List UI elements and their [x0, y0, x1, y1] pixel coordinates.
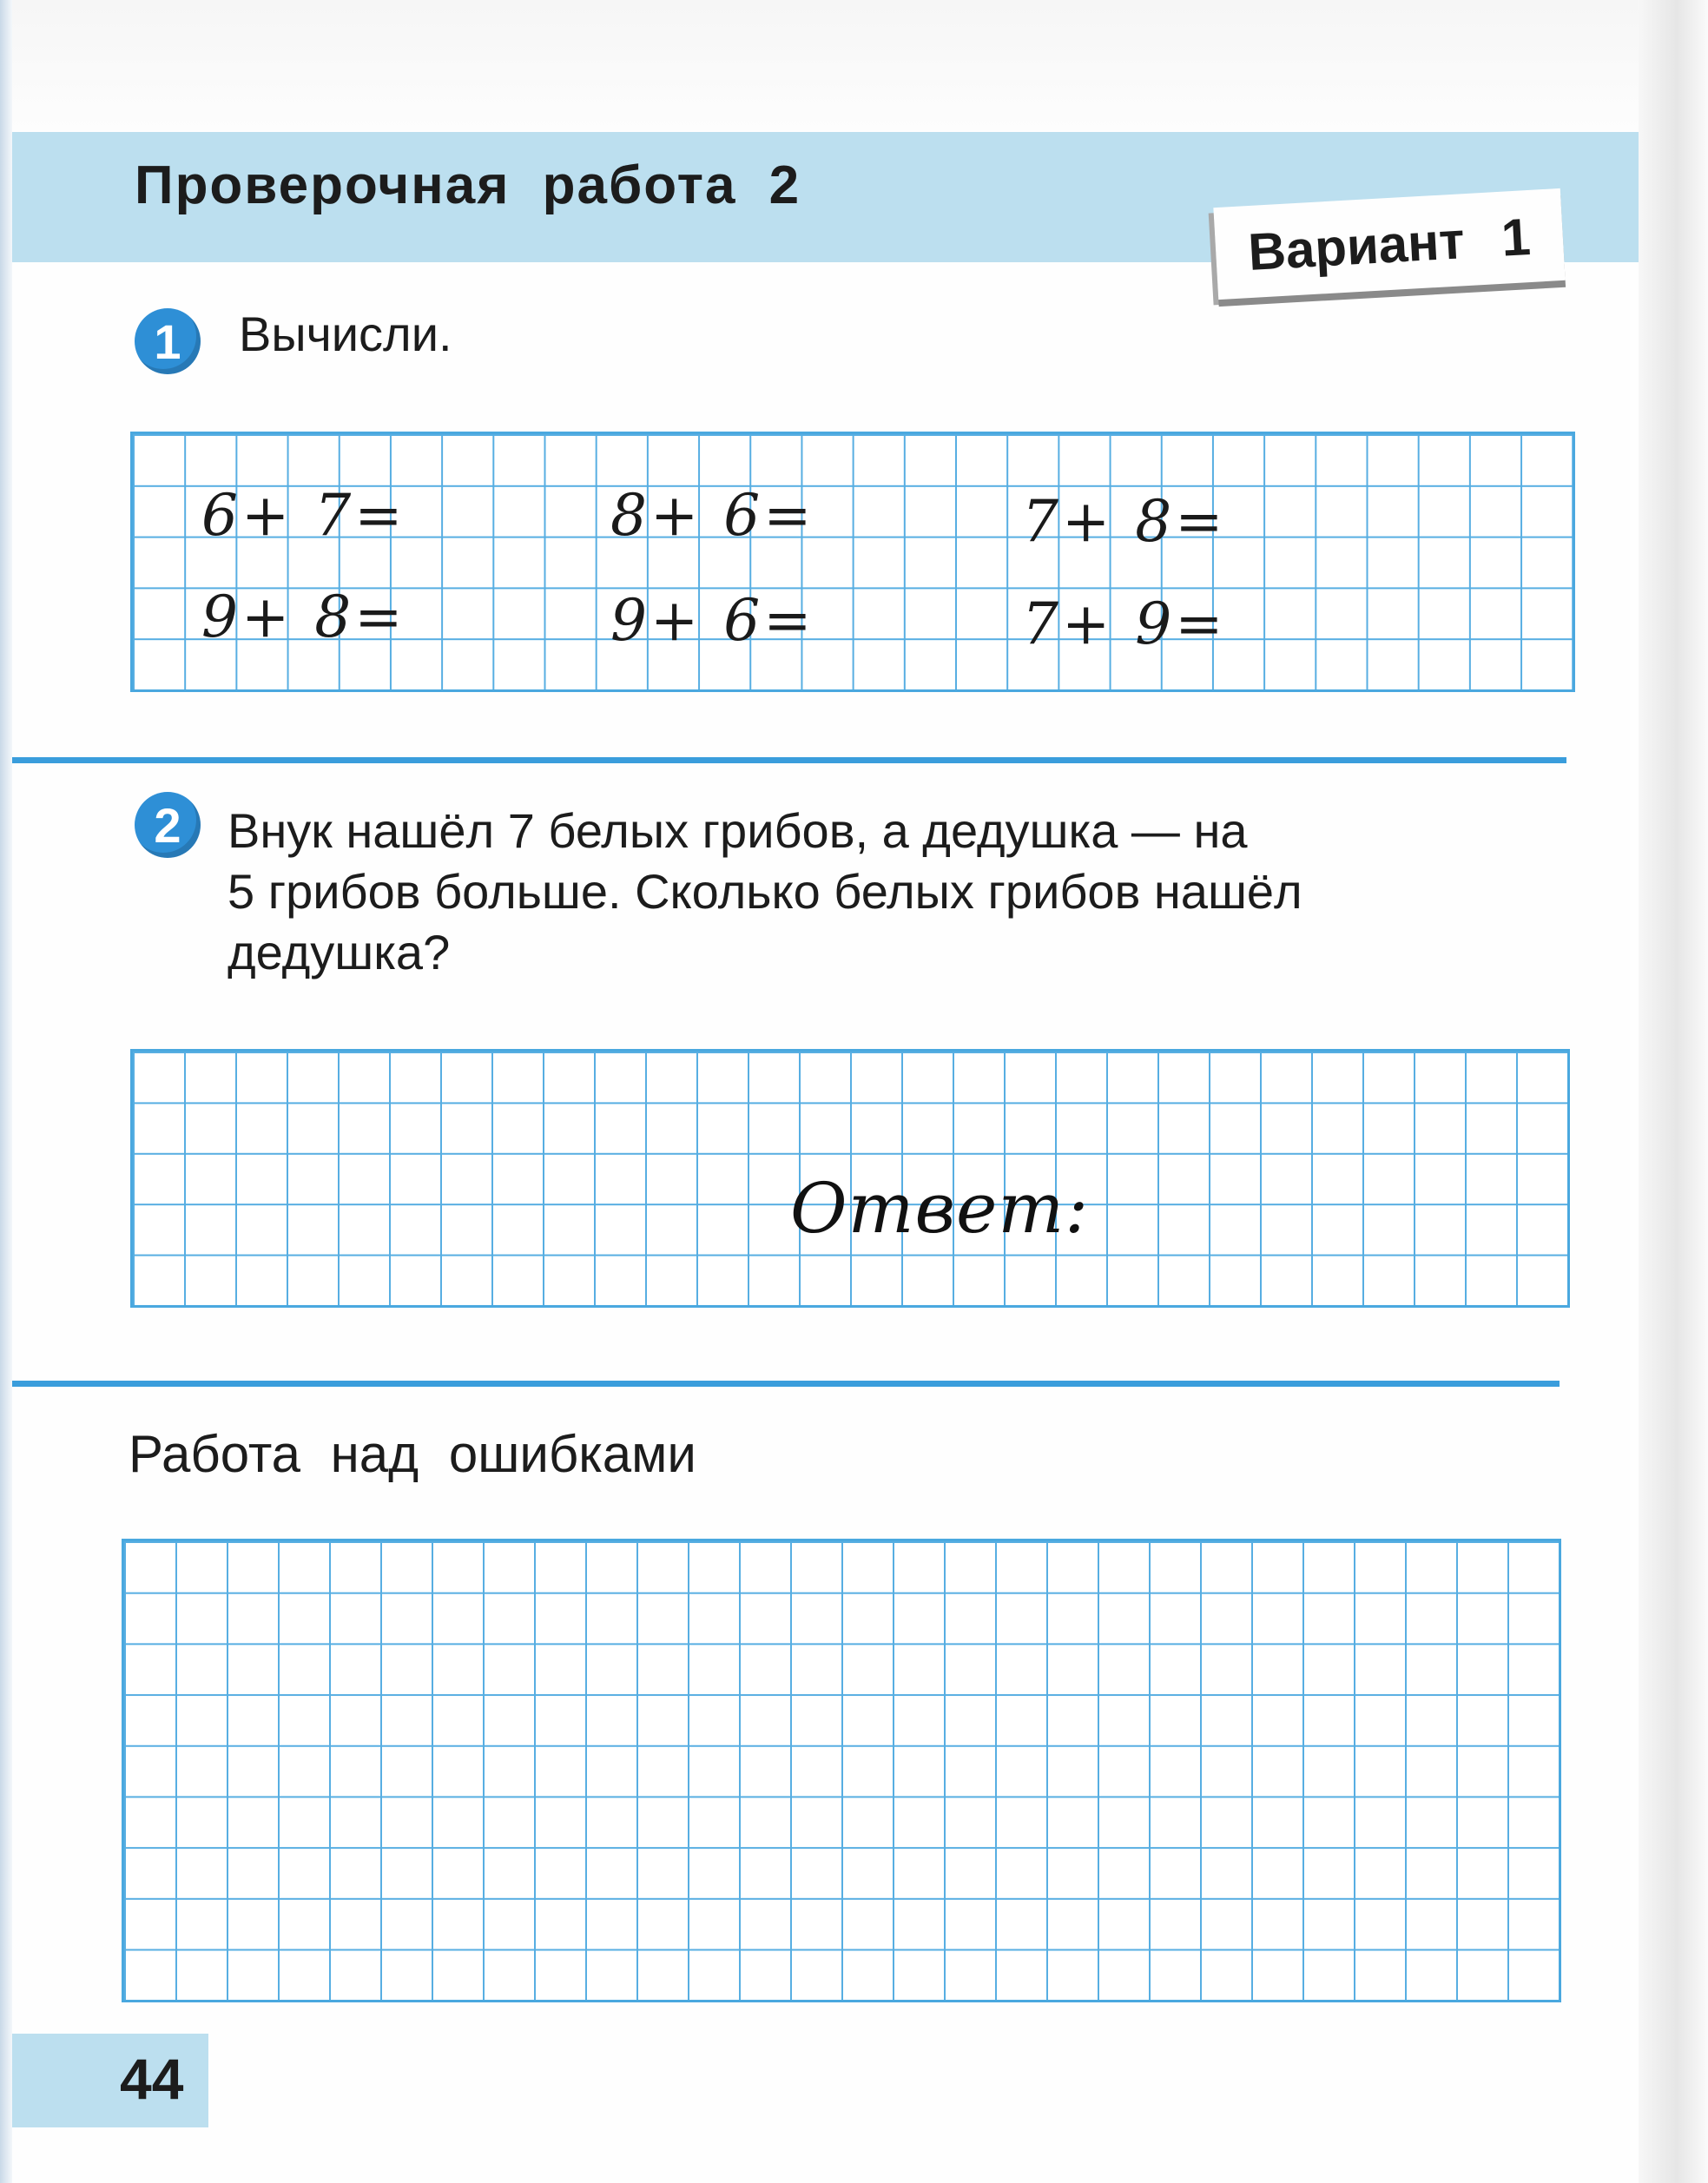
expression-6: 7+ 9= — [1022, 590, 1227, 657]
book-spine — [1639, 0, 1708, 2183]
task-1-grid[interactable] — [130, 432, 1575, 692]
task-2-number-badge: 2 — [135, 792, 201, 858]
section-divider-2 — [12, 1381, 1560, 1387]
task-1-instruction: Вычисли. — [239, 307, 452, 361]
section-divider-1 — [12, 757, 1566, 763]
expression-3: 7+ 8= — [1022, 488, 1227, 555]
task-1-number-badge: 1 — [135, 308, 201, 374]
previous-page-strip — [0, 0, 1708, 130]
task-2-text — [228, 801, 1565, 983]
expression-4: 9+ 8= — [201, 584, 406, 650]
page-number: 44 — [120, 2047, 184, 2111]
task-2-line-3: дедушка? — [228, 925, 451, 979]
expression-1: 6+ 7= — [201, 482, 406, 549]
task-2-line-2: 5 грибов больше. Сколько белых грибов нашёл — [228, 864, 1302, 919]
page-left-edge — [0, 0, 12, 2183]
variant-label: Вариант 1 — [1213, 188, 1565, 300]
task-2-line-1: Внук нашёл 7 белых грибов, а дедушка — на — [228, 803, 1248, 858]
expression-2: 8+ 6= — [610, 482, 815, 549]
answer-label: Ответ: — [790, 1168, 1090, 1249]
expression-5: 9+ 6= — [610, 587, 815, 654]
errors-section-title: Работа над ошибками — [129, 1425, 696, 1483]
page-title: Проверочная работа 2 — [135, 155, 801, 215]
errors-grid[interactable] — [122, 1539, 1561, 2002]
